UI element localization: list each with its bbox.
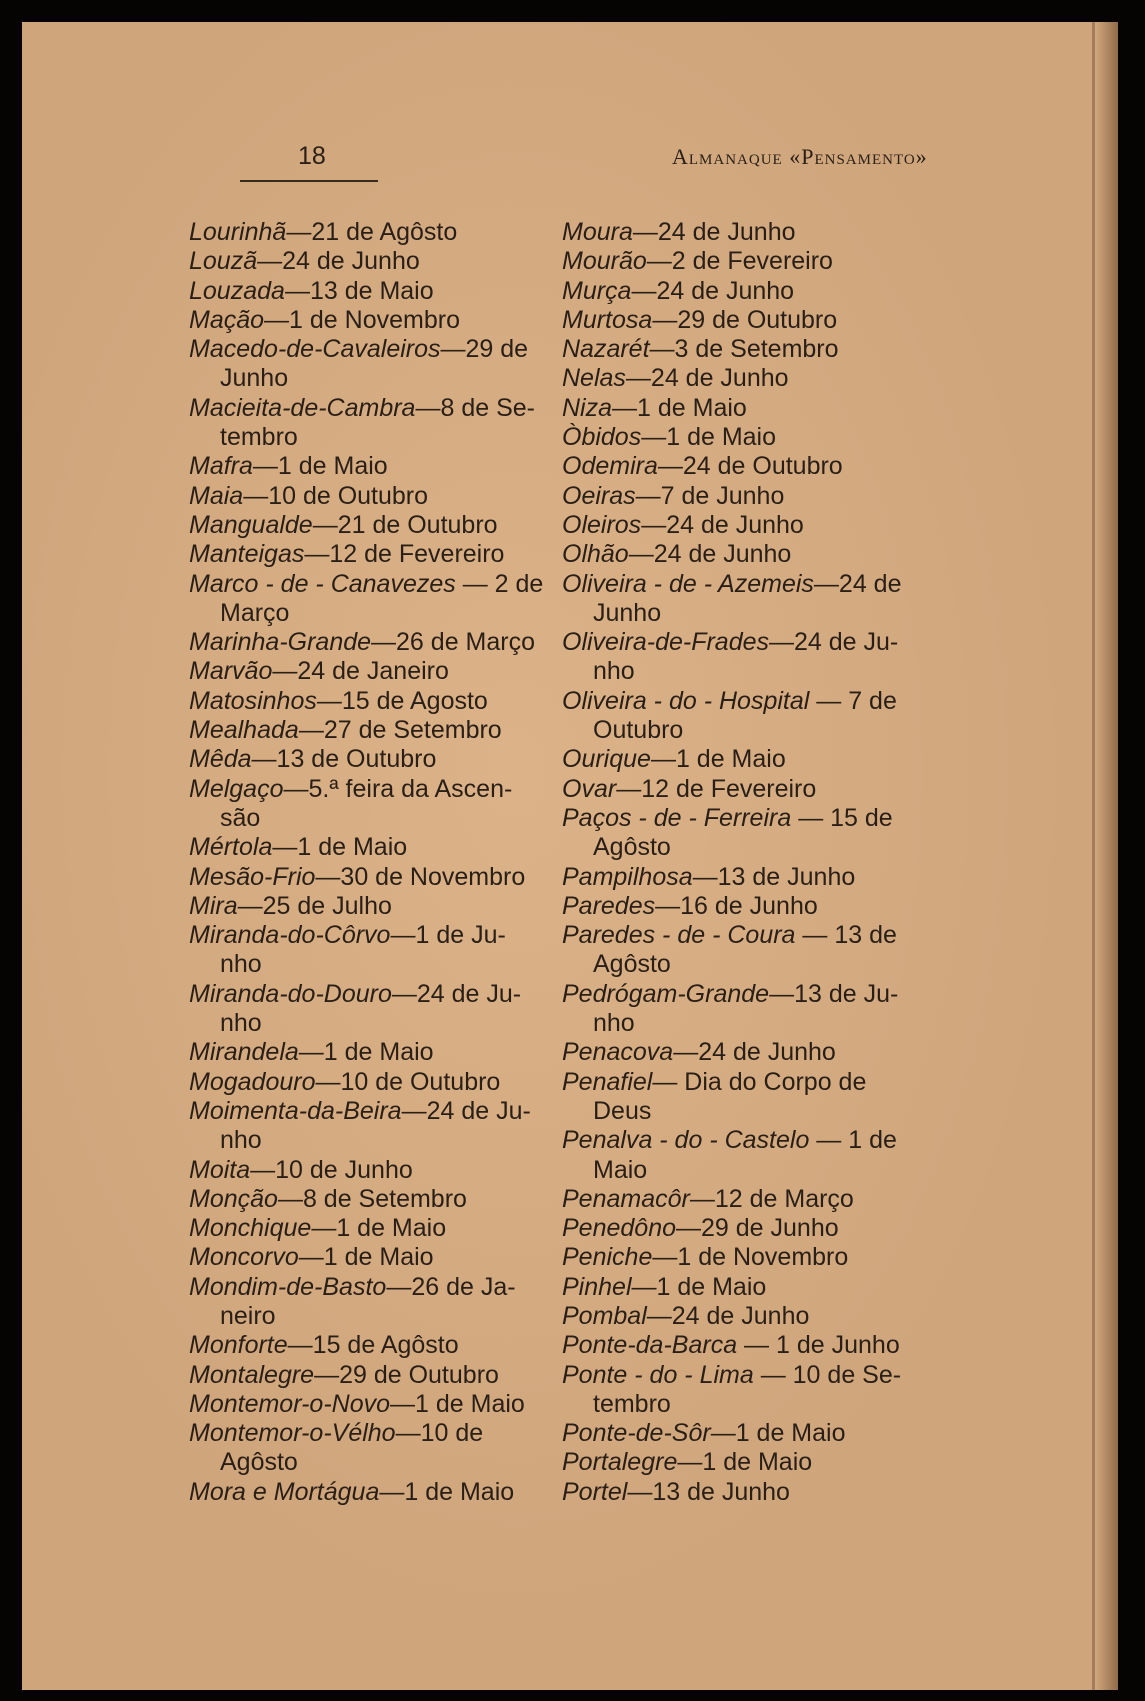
place-name: Mação [189,305,265,334]
holiday-date: —1 de Maio [252,452,388,481]
entry-line [562,1302,934,1331]
entry-line [189,540,557,569]
place-name: Marinha-Grande [189,628,372,657]
holiday-date: —24 de Junho [673,1038,836,1067]
holiday-date: —26 de Ja- [386,1272,516,1301]
holiday-date: — 2 de [455,569,544,598]
holiday-date: Junho [220,364,289,393]
holiday-date: —15 de Agosto [316,686,488,715]
place-name: Penamacôr [562,1184,690,1213]
entry-line [562,1448,934,1477]
holiday-date: —24 de Outubro [657,452,843,481]
entry-line [189,1185,557,1214]
entry-line [189,1361,557,1390]
holiday-date: —13 de Outubro [251,745,437,774]
holiday-date: —13 de Maio [284,276,434,305]
entry-line [562,892,934,921]
entry-line [189,1214,557,1243]
entry-continuation [189,599,557,628]
page-fold [1092,22,1095,1690]
place-name: Monforte [189,1331,288,1360]
holiday-date: —13 de Junho [692,862,856,891]
running-head: Almanaque «Pensamento» [672,144,928,169]
place-name: Marvão [189,657,273,686]
entry-line [189,1097,557,1126]
holiday-date: —1 de Maio [272,833,408,862]
entry-line [562,1478,934,1507]
holiday-date: —25 de Julho [237,891,392,920]
place-name: Monção [189,1184,278,1213]
holiday-date: — 10 de Se- [753,1360,902,1389]
entry-line [562,1243,934,1272]
holiday-date: —13 de Ju- [769,979,899,1008]
entry-line [562,863,934,892]
holiday-date: — 1 de [809,1126,897,1155]
place-name: Oliveira - de - Azemeis [562,569,814,598]
place-name: Miranda-do-Douro [189,979,392,1008]
entry-continuation [562,1390,934,1419]
entry-line [189,335,557,364]
entry-line [189,218,557,247]
place-name: Pedrógam-Grande [562,979,770,1008]
holiday-date: —24 de Ju- [401,1096,531,1125]
place-name: Oeiras [562,481,636,510]
holiday-date: —13 de Junho [627,1477,790,1506]
holiday-date: —1 de Ju- [390,921,506,950]
page-header [22,122,1118,182]
place-name: Pinhel [562,1272,632,1301]
entry-line [562,394,934,423]
holiday-date: — 1 de Junho [737,1331,900,1360]
entry-line [562,804,934,833]
place-name: Montemor-o-Novo [189,1389,391,1418]
place-name: Odemira [562,452,658,481]
holiday-date: —26 de Março [371,628,535,657]
entry-line [189,833,557,862]
entry-line [562,1185,934,1214]
entry-line [562,980,934,1009]
entry-continuation [189,804,557,833]
holiday-date: —16 de Junho [655,891,818,920]
holiday-date: —1 de Maio [677,1448,813,1477]
entry-line [189,306,557,335]
holiday-date: são [220,803,261,832]
entry-line [189,1156,557,1185]
place-name: Mourão [562,247,647,276]
place-name: Louzã [189,247,258,276]
place-name: Oleiros [562,510,642,539]
holiday-date: tembro [593,1389,671,1418]
entry-line [562,1126,934,1155]
holiday-date: —10 de Outubro [315,1067,501,1096]
holiday-date: tembro [220,423,298,452]
entry-line [562,247,934,276]
entry-line [189,394,557,423]
page-edge-shadow [1096,22,1118,1690]
entry-line [189,452,557,481]
holiday-date: —12 de Março [689,1184,854,1213]
holiday-date: —21 de Outubro [312,510,498,539]
holiday-date: —3 de Setembro [649,335,839,364]
entry-line [562,921,934,950]
place-name: Mesão-Frio [189,862,316,891]
place-name: Paredes [562,891,656,920]
holiday-date: —5.ª feira da Ascen- [283,774,513,803]
place-name: Mondim-de-Basto [189,1272,387,1301]
entry-continuation [562,599,934,628]
place-name: Moncorvo [189,1243,299,1272]
place-name: Ourique [562,745,651,774]
page-number: 18 [298,142,326,170]
entry-line [562,628,934,657]
entry-line [189,482,557,511]
entry-continuation [562,1097,934,1126]
place-name: Oliveira - do - Hospital [562,686,810,715]
holiday-date: — Dia do Corpo de [652,1067,867,1096]
left-column [189,218,557,1507]
holiday-date: Agôsto [593,833,671,862]
header-rule [240,180,378,182]
entry-line [562,1331,934,1360]
entry-line [562,1419,934,1448]
holiday-date: —8 de Setembro [277,1184,467,1213]
holiday-date: —10 de Junho [250,1155,413,1184]
entry-continuation [562,657,934,686]
holiday-date: —1 de Maio [650,745,786,774]
holiday-date: —1 de Maio [631,1272,767,1301]
place-name: Moura [562,218,633,246]
place-name: Oliveira-de-Frades [562,628,770,657]
place-name: Maia [189,481,244,510]
holiday-date: —29 de Outubro [314,1360,499,1389]
place-name: Penedôno [562,1214,677,1243]
entry-continuation [189,950,557,979]
holiday-date: Outubro [593,716,684,745]
holiday-date: neiro [220,1301,276,1330]
place-name: Portalegre [562,1448,678,1477]
entry-line [189,570,557,599]
holiday-date: —1 de Maio [311,1214,447,1243]
place-name: Pampilhosa [562,862,693,891]
book-page [22,22,1118,1690]
holiday-date: —24 de Junho [646,1301,810,1330]
holiday-date: —21 de Agôsto [286,218,458,246]
entry-line [189,921,557,950]
entry-line [189,511,557,540]
holiday-date: Agôsto [593,950,671,979]
place-name: Macieita-de-Cambra [189,393,416,422]
entry-continuation [562,1009,934,1038]
holiday-date: —1 de Maio [298,1038,434,1067]
holiday-date: —24 de Ju- [391,979,522,1008]
place-name: Lourinhã [189,218,287,246]
entry-line [189,1038,557,1067]
entry-line [562,1038,934,1067]
holiday-date: —24 de Junho [632,218,796,246]
entry-line [562,277,934,306]
entry-line [562,452,934,481]
holiday-date: —2 de Fevereiro [646,247,833,276]
entry-continuation [562,833,934,862]
holiday-date: —1 de Novembro [652,1243,849,1272]
place-name: Nelas [562,364,626,393]
place-name: Olhão [562,540,629,569]
holiday-date: —24 de Junho [631,276,795,305]
place-name: Portel [562,1477,628,1506]
holiday-date: Agôsto [220,1448,298,1477]
place-name: Montemor-o-Vélho [189,1419,396,1448]
place-name: Manteigas [189,540,305,569]
entry-line [562,745,934,774]
holiday-date: —8 de Se- [415,393,535,422]
place-name: Òbidos [562,423,642,452]
holiday-date: nho [220,950,262,979]
holiday-date: —24 de Ju- [769,628,899,657]
place-name: Macedo-de-Cavaleiros [189,335,441,364]
entry-line [189,687,557,716]
holiday-date: —24 de Junho [257,247,420,276]
entry-line [189,1331,557,1360]
holiday-date: Março [220,598,290,627]
entry-line [189,1390,557,1419]
entry-line [562,1214,934,1243]
place-name: Monchique [189,1214,312,1243]
place-name: Matosinhos [189,686,317,715]
entry-continuation [562,950,934,979]
holiday-date: —15 de Agôsto [287,1331,459,1360]
entry-continuation [562,716,934,745]
holiday-date: —1 de Maio [612,393,747,422]
place-name: Ovar [562,774,617,803]
entry-line [562,364,934,393]
place-name: Mora e Mortágua [189,1477,380,1506]
entry-line [562,570,934,599]
place-name: Miranda-do-Côrvo [189,921,391,950]
holiday-date: nho [220,1126,262,1155]
holiday-date: — 15 de [791,803,893,832]
place-name: Ponte-de-Sôr [562,1419,711,1448]
entry-line [189,716,557,745]
place-name: Moimenta-da-Beira [189,1096,402,1125]
holiday-date: —29 de Outubro [652,305,838,334]
entry-line [189,892,557,921]
entry-line [189,745,557,774]
holiday-date: —1 de Maio [641,423,777,452]
place-name: Moita [189,1155,251,1184]
entry-line [562,306,934,335]
entry-line [189,1068,557,1097]
entry-line [562,482,934,511]
place-name: Paredes - de - Coura [562,921,796,950]
place-name: Peniche [562,1243,653,1272]
place-name: Penacova [562,1038,674,1067]
entry-line [189,277,557,306]
place-name: Niza [562,393,613,422]
place-name: Nazarét [562,335,650,364]
place-name: Mirandela [189,1038,299,1067]
place-name: Ponte-da-Barca [562,1331,738,1360]
entry-line [562,540,934,569]
entry-line [189,863,557,892]
entry-line [562,687,934,716]
entry-line [562,335,934,364]
entry-continuation [189,364,557,393]
entry-line [189,775,557,804]
entry-line [562,218,934,247]
entry-line [562,1273,934,1302]
place-name: Mira [189,891,238,920]
entry-line [562,511,934,540]
entry-line [189,657,557,686]
entry-continuation [189,1009,557,1038]
holiday-date: —12 de Fevereiro [616,774,817,803]
holiday-date: —10 de [395,1419,484,1448]
holiday-date: —10 de Outubro [243,481,429,510]
holiday-date: —1 de Maio [298,1243,434,1272]
holiday-date: Junho [593,598,662,627]
entry-line [189,1243,557,1272]
place-name: Ponte - do - Lima [562,1360,754,1389]
place-name: Mealhada [189,716,299,745]
entry-line [562,423,934,452]
entry-line [189,1273,557,1302]
place-name: Murça [562,276,632,305]
place-name: Penafiel [562,1067,653,1096]
holiday-date: nho [220,1009,262,1038]
holiday-date: —24 de Junho [641,510,804,539]
entry-line [189,1478,557,1507]
place-name: Mafra [189,452,253,481]
holiday-date: nho [593,1009,635,1038]
place-name: Montalegre [189,1360,315,1389]
entry-line [562,1361,934,1390]
entry-continuation [562,1156,934,1185]
place-name: Mangualde [189,510,313,539]
place-name: Mêda [189,745,252,774]
holiday-date: —12 de Fevereiro [304,540,505,569]
holiday-date: —1 de Maio [379,1477,515,1506]
holiday-date: —1 de Novembro [264,305,460,334]
place-name: Marco - de - Canavezes [189,569,456,598]
place-name: Louzada [189,276,285,305]
holiday-date: —24 de [813,569,902,598]
entry-line [189,980,557,1009]
entry-continuation [189,1448,557,1477]
holiday-date: —1 de Maio [710,1419,846,1448]
place-name: Mértola [189,833,273,862]
place-name: Murtosa [562,305,653,334]
place-name: Paços - de - Ferreira [562,803,792,832]
entry-continuation [189,423,557,452]
holiday-date: —29 de [440,335,529,364]
right-column [562,218,934,1507]
entry-line [562,775,934,804]
holiday-date: —1 de Maio [390,1389,525,1418]
place-name: Mogadouro [189,1067,316,1096]
place-name: Penalva - do - Castelo [562,1126,810,1155]
holiday-date: —24 de Junho [625,364,789,393]
holiday-date: —24 de Junho [628,540,792,569]
entry-line [562,1068,934,1097]
entry-line [189,1419,557,1448]
entry-line [189,628,557,657]
entry-continuation [189,1302,557,1331]
holiday-date: — 13 de [795,921,897,950]
holiday-date: —24 de Janeiro [272,657,449,686]
holiday-date: —29 de Junho [676,1214,839,1243]
holiday-date: —7 de Junho [635,481,785,510]
holiday-date: Deus [593,1096,652,1125]
entry-line [189,247,557,276]
holiday-date: Maio [593,1155,648,1184]
place-name: Melgaço [189,774,284,803]
holiday-date: — 7 de [809,686,897,715]
holiday-date: —27 de Setembro [298,716,502,745]
entry-continuation [189,1126,557,1155]
holiday-date: —30 de Novembro [315,862,526,891]
place-name: Pombal [562,1301,647,1330]
holiday-date: nho [593,657,635,686]
